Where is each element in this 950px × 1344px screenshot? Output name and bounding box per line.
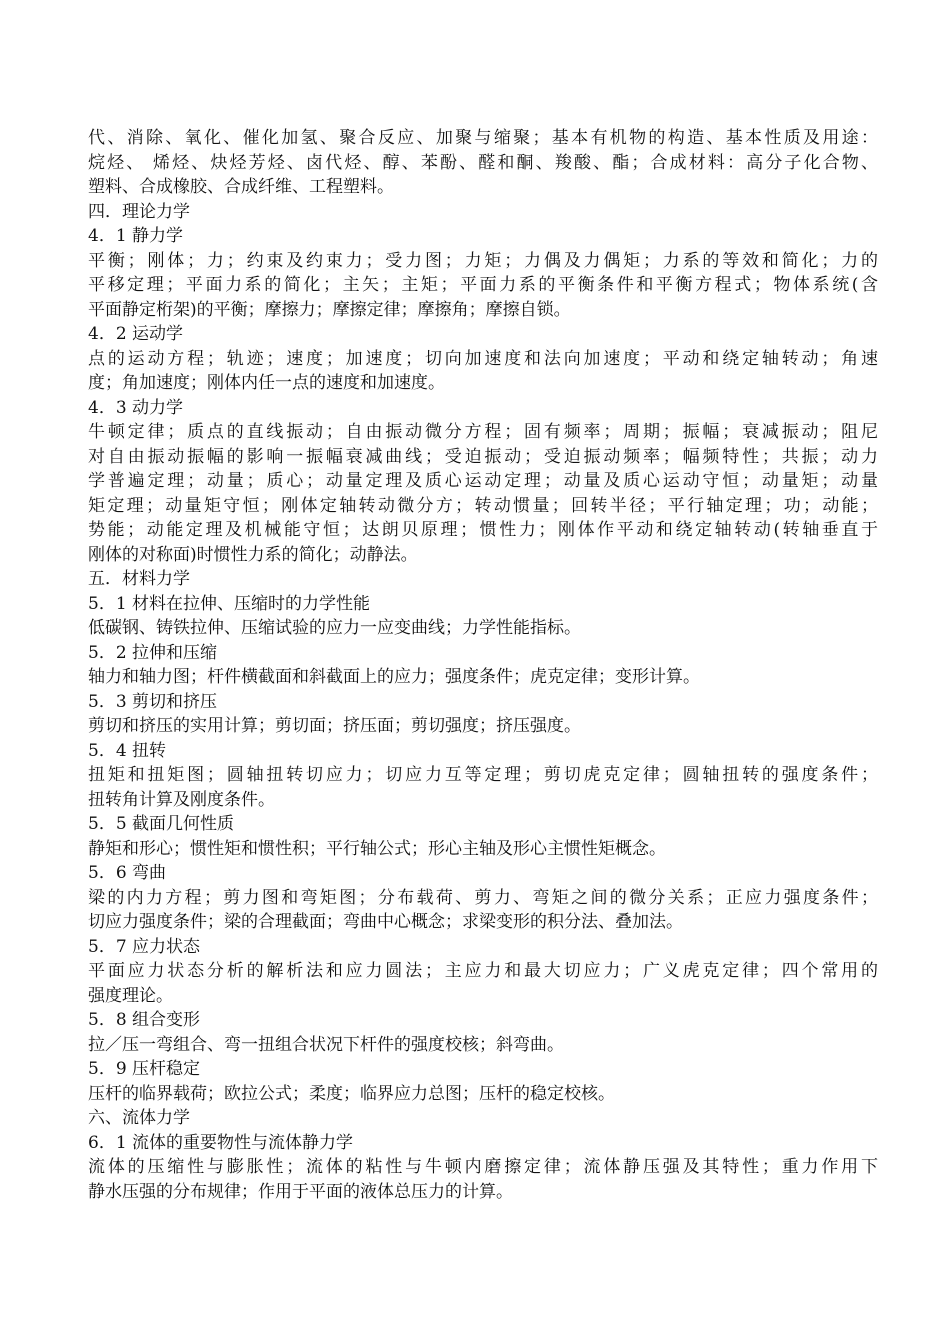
text-line: 对自由振动振幅的影响一振幅衰减曲线；受迫振动；受迫振动频率；幅频特性；共振；动力 xyxy=(88,446,878,467)
text-line: 势能；动能定理及机械能守恒；达朗贝原理；惯性力；刚体作平动和绕定轴转动(转轴垂直于 xyxy=(88,520,878,540)
text-line: 压杆的临界载荷；欧拉公式；柔度；临界应力总图；压杆的稳定校核。 xyxy=(88,1083,615,1104)
text-line: 平衡；刚体；力；约束及约束力；受力图；力矩；力偶及力偶矩；力系的等效和简化；力的 xyxy=(88,250,878,271)
text-line: 点的运动方程；轨迹；速度；加速度；切向加速度和法向加速度；平动和绕定轴转动；角速 xyxy=(88,348,878,369)
text-line: 度；角加速度；刚体内任一点的速度和加速度。 xyxy=(88,373,445,393)
text-line: 拉／压一弯组合、弯一扭组合状况下杆件的强度校核；斜弯曲。 xyxy=(88,1034,564,1055)
text-line: 强度理论。 xyxy=(88,985,173,1006)
text-line: 4．3 动力学 xyxy=(88,397,184,418)
text-line: 6．1 流体的重要物性与流体静力学 xyxy=(88,1132,354,1153)
text-line: 4．1 静力学 xyxy=(88,226,184,246)
text-line: 烷烃、 烯烃、炔烃芳烃、卤代烃、醇、苯酚、醛和酮、羧酸、酯；合成材料：高分子化合物、 xyxy=(88,152,878,173)
text-line: 5．1 材料在拉伸、压缩时的力学性能 xyxy=(88,593,371,614)
text-line: 静矩和形心；惯性矩和惯性积；平行轴公式；形心主轴及形心主惯性矩概念。 xyxy=(88,838,666,859)
text-line: 塑料、合成橡胶、合成纤维、工程塑料。 xyxy=(88,177,394,197)
text-line: 梁的内力方程；剪力图和弯矩图；分布载荷、剪力、弯矩之间的微分关系；正应力强度条件； xyxy=(88,887,878,908)
text-line: 低碳钢、铸铁拉伸、压缩试验的应力一应变曲线；力学性能指标。 xyxy=(88,618,581,638)
text-line: 5．2 拉伸和压缩 xyxy=(88,642,218,663)
text-line: 矩定理；动量矩守恒；刚体定轴转动微分方；转动惯量；回转半径；平行轴定理；功；动能； xyxy=(88,495,878,516)
text-line: 代、消除、氧化、催化加氢、聚合反应、加聚与缩聚；基本有机物的构造、基本性质及用途： xyxy=(88,128,878,148)
text-line: 5．4 扭转 xyxy=(88,740,167,761)
text-line: 静水压强的分布规律；作用于平面的液体总压力的计算。 xyxy=(88,1181,513,1202)
text-line: 牛顿定律；质点的直线振动；自由振动微分方程；固有频率；周期；振幅；衰减振动；阻尼 xyxy=(88,422,878,442)
text-line: 四．理论力学 xyxy=(88,201,190,222)
text-line: 流体的压缩性与膨胀性；流体的粘性与牛顿内磨擦定律；流体静压强及其特性；重力作用下 xyxy=(88,1157,878,1177)
text-line: 4．2 运动学 xyxy=(88,324,184,344)
text-line: 五．材料力学 xyxy=(88,569,190,589)
text-line: 5．9 压杆稳定 xyxy=(88,1059,201,1079)
text-line: 扭矩和扭矩图；圆轴扭转切应力；切应力互等定理；剪切虎克定律；圆轴扭转的强度条件； xyxy=(88,765,878,785)
text-line: 六、流体力学 xyxy=(88,1108,190,1128)
text-line: 剪切和挤压的实用计算；剪切面；挤压面；剪切强度；挤压强度。 xyxy=(88,716,581,736)
text-line: 5．3 剪切和挤压 xyxy=(88,691,218,712)
text-line: 平面静定桁架)的平衡；摩擦力；摩擦定律；摩擦角；摩擦自锁。 xyxy=(88,299,571,320)
text-line: 5．6 弯曲 xyxy=(88,863,167,883)
text-line: 5．7 应力状态 xyxy=(88,936,201,957)
text-line: 扭转角计算及刚度条件。 xyxy=(88,789,275,810)
text-line: 学普遍定理；动量；质心；动量定理及质心运动定理；动量及质心运动守恒；动量矩；动量 xyxy=(88,471,878,491)
text-line: 平面应力状态分析的解析法和应力圆法；主应力和最大切应力；广义虎克定律；四个常用的 xyxy=(88,961,878,981)
text-line: 5．5 截面几何性质 xyxy=(88,814,235,834)
document-body xyxy=(88,126,878,1204)
text-line: 平移定理；平面力系的简化；主矢；主矩；平面力系的平衡条件和平衡方程式；物体系统(含 xyxy=(88,275,878,295)
text-line: 切应力强度条件；梁的合理截面；弯曲中心概念；求梁变形的积分法、叠加法。 xyxy=(88,912,683,932)
text-line: 5．8 组合变形 xyxy=(88,1010,201,1030)
text-line: 刚体的对称面)时惯性力系的简化；动静法。 xyxy=(88,544,418,565)
text-line: 轴力和轴力图；杆件横截面和斜截面上的应力；强度条件；虎克定律；变形计算。 xyxy=(88,667,700,687)
